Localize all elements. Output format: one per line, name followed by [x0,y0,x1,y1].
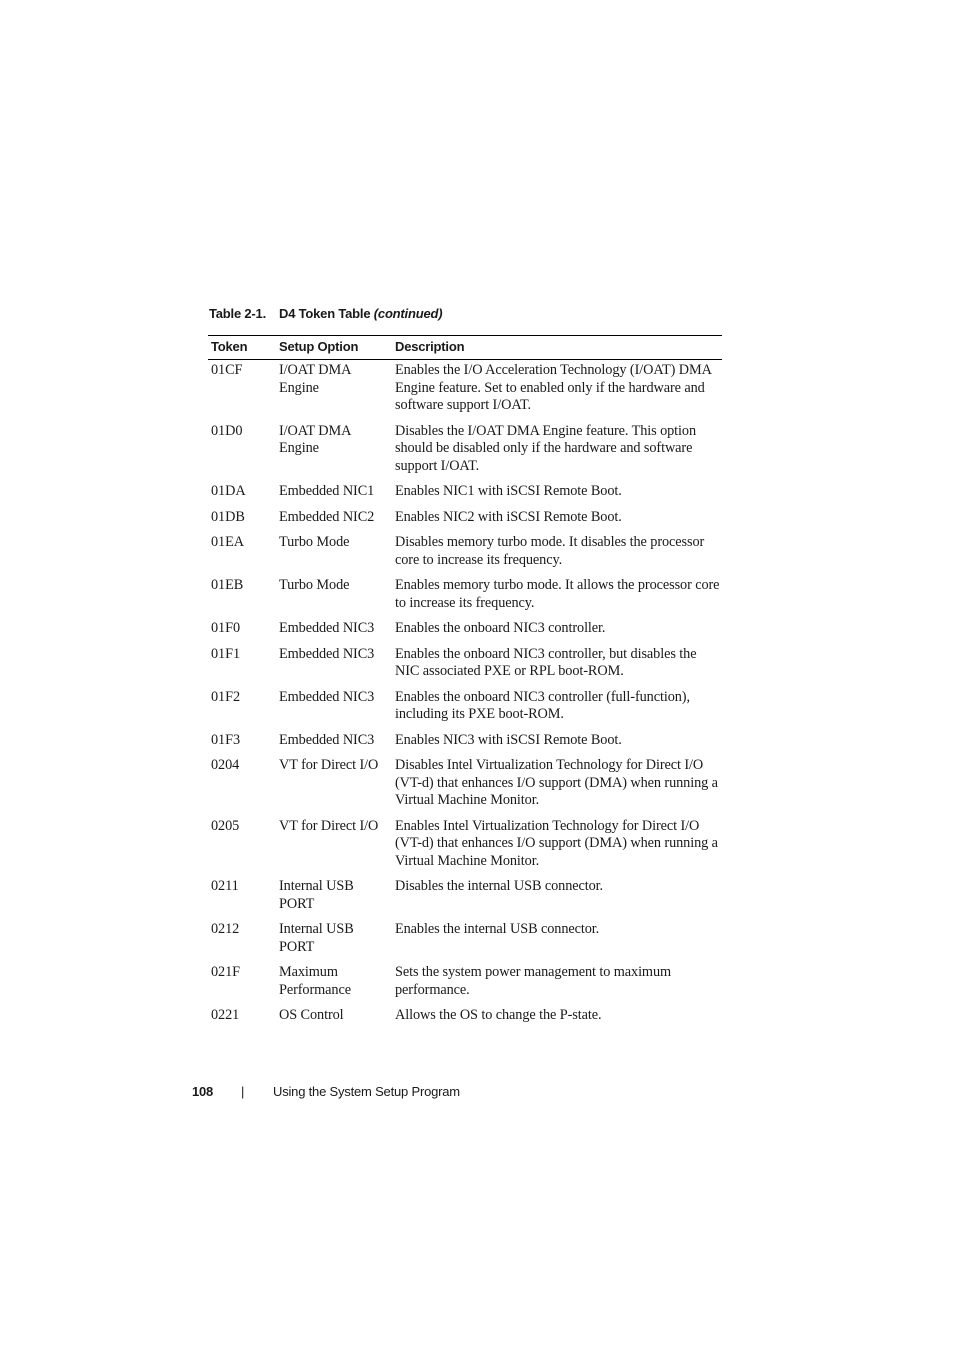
table-row [208,732,722,758]
description-cell: Disables the internal USB connector. [395,878,604,894]
setup-option-cell: Embedded NIC1 [279,483,375,499]
table-body [208,360,722,1033]
description-cell: Enables Intel Virtualization Technology for Direct I/O (VT-d) that enhances I/O support (DMA) when running a Virtual Machine Monitor. [395,817,718,869]
description-cell: Disables memory turbo mode. It disables the processor core to increase its frequency. [395,534,705,568]
table-row [208,577,722,620]
token-cell: 01F0 [211,620,240,636]
token-cell: 0212 [211,921,240,937]
setup-option-cell: Embedded NIC3 [279,620,375,636]
setup-option-cell: Embedded NIC3 [279,688,375,705]
description-cell: Enables the onboard NIC3 controller (full-function), including its PXE boot-ROM. [395,688,690,722]
table-row [208,921,722,964]
setup-option-cell: Maximum Performance [279,964,351,998]
table-row [208,878,722,921]
description-cell: Enables the onboard NIC3 controller. [395,620,606,636]
description-cell: Sets the system power management to maximum performance. [395,964,672,998]
setup-option-cell: Embedded NIC2 [279,508,375,525]
token-cell: 01F1 [211,645,240,662]
token-cell: 01EA [211,534,244,550]
description-cell: Enables NIC2 with iSCSI Remote Boot. [395,508,622,525]
description-cell: Allows the OS to change the P-state. [395,1007,602,1023]
setup-option-cell: OS Control [279,1007,344,1023]
setup-option-cell: VT for Direct I/O [279,757,379,773]
table-caption [209,306,442,321]
footer-separator: | [241,1084,245,1099]
token-cell: 01DB [211,508,245,525]
token-cell: 01EB [211,577,244,593]
token-cell: 01F3 [211,731,240,748]
setup-option-cell: I/OAT DMA Engine [279,362,351,396]
column-header-setup-option: Setup Option [276,336,392,360]
token-cell: 0221 [211,1007,240,1023]
setup-option-cell: Internal USB PORT [279,921,354,955]
table-row [208,757,722,818]
setup-option-cell: Turbo Mode [279,534,350,550]
column-header-token: Token [208,336,276,360]
token-cell: 01D0 [211,422,243,439]
setup-option-cell: I/OAT DMA Engine [279,422,351,456]
token-cell: 021F [211,964,240,980]
table-row [208,483,722,509]
table-row [208,689,722,732]
table-title: D4 Token Table [279,306,371,321]
token-cell: 0211 [211,878,239,894]
setup-option-cell: Embedded NIC3 [279,731,375,748]
section-title: Using the System Setup Program [273,1084,460,1099]
token-cell: 0205 [211,817,240,834]
table-row [208,818,722,879]
page-number: 108 [192,1084,214,1099]
description-cell: Disables Intel Virtualization Technology for Direct I/O (VT-d) that enhances I/O support (DMA) when running a Virtual Machine Monitor. [395,757,718,808]
token-cell: 01CF [211,362,243,378]
table-row [208,646,722,689]
table-number: Table 2-1. [209,306,267,321]
table-row [208,509,722,535]
token-table [208,335,722,1033]
column-header-description: Description [392,336,722,360]
description-cell: Enables NIC3 with iSCSI Remote Boot. [395,731,622,748]
table-row [208,620,722,646]
token-cell: 01F2 [211,688,240,705]
description-cell: Enables NIC1 with iSCSI Remote Boot. [395,483,622,499]
token-cell: 01DA [211,483,246,499]
description-cell: Enables the I/O Acceleration Technology (I/OAT) DMA Engine feature. Set to enabled only if the hardware and software support I/OAT. [395,362,712,413]
table-row [208,964,722,1007]
setup-option-cell: Embedded NIC3 [279,645,375,662]
table-row [208,360,722,423]
setup-option-cell: VT for Direct I/O [279,817,379,834]
setup-option-cell: Turbo Mode [279,577,350,593]
table-header-row [208,336,722,360]
description-cell: Enables memory turbo mode. It allows the processor core to increase its frequency. [395,577,720,611]
table-row [208,534,722,577]
description-cell: Enables the onboard NIC3 controller, but disables the NIC associated PXE or RPL boot-ROM. [395,645,697,679]
description-cell: Disables the I/OAT DMA Engine feature. This option should be disabled only if the hardware and software support I/OAT. [395,422,697,474]
setup-option-cell: Internal USB PORT [279,878,354,912]
description-cell: Enables the internal USB connector. [395,921,600,937]
continued-label: (continued) [373,306,443,321]
token-cell: 0204 [211,757,240,773]
table-row [208,423,722,484]
table-row [208,1007,722,1033]
